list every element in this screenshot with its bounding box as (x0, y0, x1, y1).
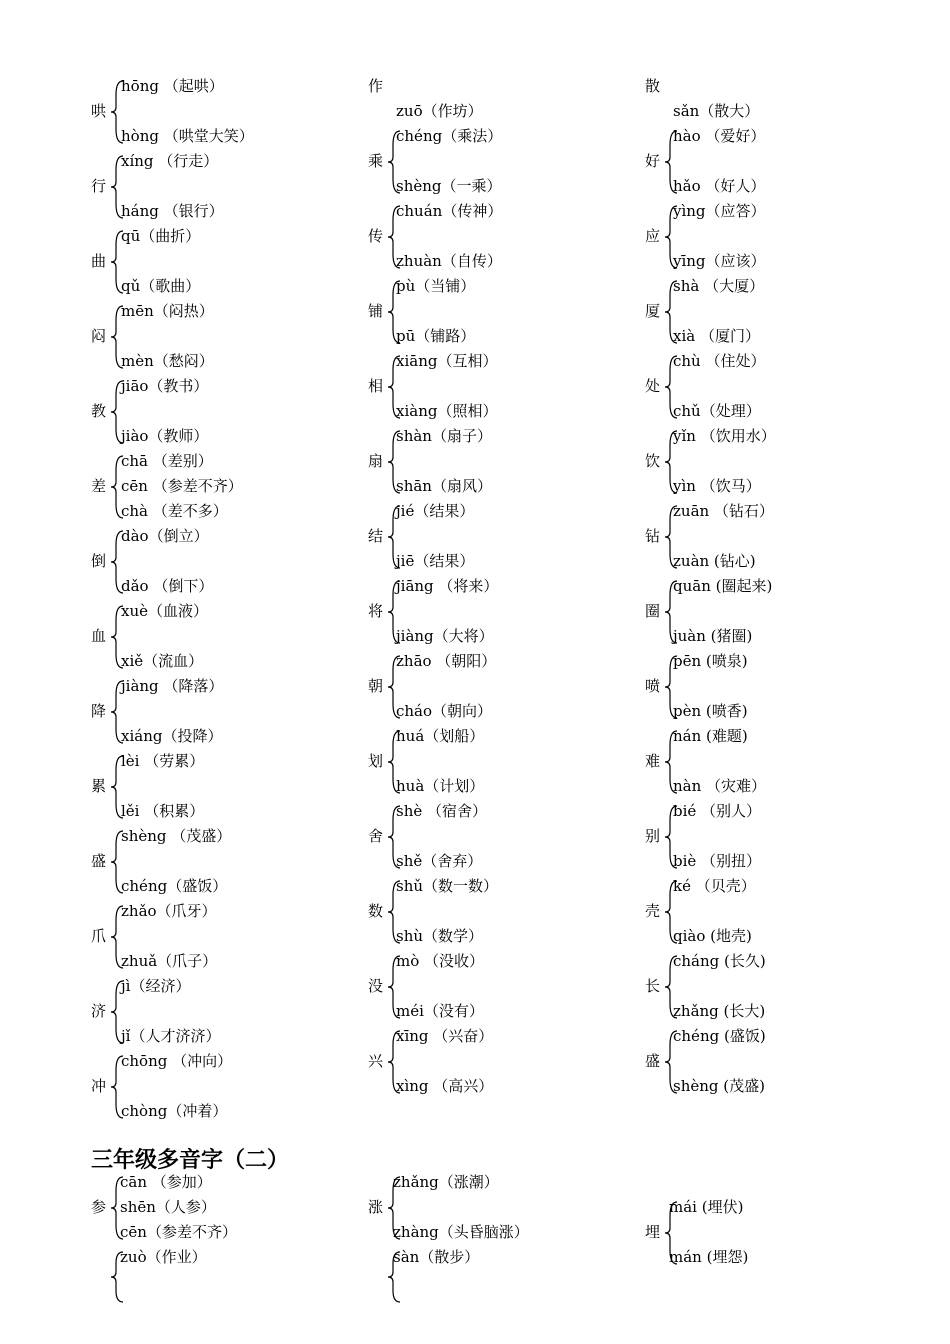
brace-icon (388, 356, 402, 418)
pinyin-reading: shàn（扇子） (396, 427, 492, 445)
brace-icon (665, 1031, 679, 1093)
pinyin-reading: yìn （饮马） (673, 477, 761, 495)
pinyin-reading: shǔ（数一数） (396, 877, 499, 895)
brace-icon (111, 306, 125, 368)
brace-icon (665, 656, 679, 718)
pinyin-reading: xíng （行走） (121, 152, 219, 170)
polyphone-char: 曲 (91, 252, 107, 270)
polyphone-char: 应 (645, 227, 661, 245)
pinyin-reading: xuè（血液） (121, 602, 208, 620)
polyphone-char: 降 (91, 702, 107, 720)
pinyin-reading: mái (埋伏) (669, 1198, 744, 1216)
polyphone-char: 行 (91, 177, 107, 195)
pinyin-reading: zuān （钻石） (673, 502, 774, 520)
pinyin-reading: xìng （高兴） (396, 1077, 494, 1095)
brace-icon (111, 1056, 125, 1118)
brace-icon (665, 356, 679, 418)
pinyin-reading: yīng（应该） (673, 252, 766, 270)
brace-icon (665, 581, 679, 643)
pinyin-reading: méi（没有） (396, 1002, 484, 1020)
pinyin-reading: shān（扇风） (396, 477, 492, 495)
pinyin-reading: shù（数学） (396, 927, 484, 945)
brace-icon (388, 206, 402, 268)
pinyin-reading: jǐ（人才济济） (121, 1027, 221, 1045)
brace-icon (388, 956, 402, 1018)
pinyin-reading: pèn (喷香) (673, 702, 748, 720)
polyphone-char: 扇 (368, 452, 384, 470)
pinyin-reading: shèng (茂盛) (673, 1077, 765, 1095)
pinyin-reading: hòng （哄堂大笑） (121, 127, 254, 145)
pinyin-reading: lěi （积累） (121, 802, 205, 820)
pinyin-reading: quān (圈起来) (673, 577, 773, 595)
pinyin-reading: chù （住处） (673, 352, 766, 370)
pinyin-reading: lèi （劳累） (121, 752, 205, 770)
polyphone-char: 盛 (645, 1052, 661, 1070)
polyphone-char: 难 (645, 752, 661, 770)
brace-icon (111, 381, 125, 443)
polyphone-char: 埋 (645, 1223, 661, 1241)
pinyin-reading: chǔ（处理） (673, 402, 761, 420)
pinyin-reading: jiàng（大将） (396, 627, 494, 645)
pinyin-reading: jiē（结果） (396, 552, 475, 570)
pinyin-reading: dào（倒立） (121, 527, 209, 545)
brace-icon (388, 806, 402, 868)
brace-icon (111, 681, 125, 743)
polyphone-char: 饮 (645, 452, 661, 470)
brace-icon (388, 881, 402, 943)
brace-icon (665, 131, 679, 193)
polyphone-char: 相 (368, 377, 384, 395)
polyphone-char: 没 (368, 977, 384, 995)
brace-icon (111, 1252, 125, 1302)
section-title: 三年级多音字（二） (91, 1148, 290, 1173)
polyphone-char: 长 (645, 977, 661, 995)
brace-icon (388, 506, 402, 568)
polyphone-char: 哄 (91, 102, 107, 120)
pinyin-reading: jié（结果） (396, 502, 475, 520)
pinyin-reading: xiáng（投降） (121, 727, 223, 745)
polyphone-char: 乘 (368, 152, 384, 170)
pinyin-reading: zuò（作业） (120, 1248, 207, 1266)
pinyin-reading: chéng（盛饭） (121, 877, 228, 895)
brace-icon (665, 431, 679, 493)
pinyin-reading: dǎo （倒下） (121, 577, 214, 595)
polyphone-char: 划 (368, 752, 384, 770)
polyphone-char: 作 (368, 77, 384, 95)
pinyin-reading: chòng（冲着） (121, 1102, 228, 1120)
pinyin-reading: pù（当铺） (396, 277, 476, 295)
brace-icon (111, 981, 125, 1043)
polyphone-char: 处 (645, 377, 661, 395)
pinyin-reading: zuō（作坊） (396, 102, 483, 120)
pinyin-reading: cān （参加） (120, 1173, 212, 1191)
brace-icon (665, 956, 679, 1018)
pinyin-reading: chōng （冲向） (121, 1052, 233, 1070)
pinyin-reading: huá（划船） (396, 727, 485, 745)
pinyin-reading: biè （别扭） (673, 852, 762, 870)
polyphone-char: 参 (91, 1198, 107, 1216)
polyphone-char: 圈 (645, 602, 661, 620)
pinyin-reading: pū（铺路） (396, 327, 476, 345)
pinyin-reading: zhàng（头昏脑涨） (393, 1223, 529, 1241)
polyphone-char: 喷 (645, 677, 661, 695)
pinyin-reading: jiào（教师） (121, 427, 209, 445)
pinyin-reading: chuán（传神） (396, 202, 503, 220)
pinyin-reading: hǎo （好人） (673, 177, 766, 195)
pinyin-reading: zhǎng (长大) (673, 1002, 766, 1020)
pinyin-reading: sǎn（散大） (673, 102, 760, 120)
pinyin-reading: chā （差别） (121, 452, 213, 470)
pinyin-reading: mán (埋怨) (669, 1248, 749, 1266)
pinyin-reading: jiāng （将来） (396, 577, 499, 595)
pinyin-reading: shēn（人参） (120, 1198, 216, 1216)
polyphone-char: 将 (368, 602, 384, 620)
brace-icon (665, 1202, 679, 1264)
brace-icon (111, 1177, 125, 1239)
pinyin-reading: zhuǎ（爪子） (121, 952, 218, 970)
polyphone-char: 厦 (645, 302, 661, 320)
polyphone-char: 血 (91, 627, 107, 645)
pinyin-reading: xià （厦门） (673, 327, 760, 345)
pinyin-reading: pēn (喷泉) (673, 652, 748, 670)
brace-icon (111, 531, 125, 593)
polyphone-char: 盛 (91, 852, 107, 870)
pinyin-reading: qǔ（歌曲） (121, 277, 201, 295)
pinyin-reading: shà （大厦） (673, 277, 765, 295)
polyphone-char: 钻 (645, 527, 661, 545)
pinyin-reading: sàn（散步） (393, 1248, 480, 1266)
polyphone-char: 济 (91, 1002, 107, 1020)
pinyin-reading: xiàng（照相） (396, 402, 498, 420)
brace-icon (111, 756, 125, 818)
brace-icon (111, 456, 125, 518)
brace-icon (665, 881, 679, 943)
pinyin-reading: zhuàn（自传） (396, 252, 502, 270)
pinyin-reading: háng （银行） (121, 202, 224, 220)
pinyin-reading: nàn （灾难） (673, 777, 767, 795)
pinyin-reading: hào （爱好） (673, 127, 766, 145)
polyphone-char: 别 (645, 827, 661, 845)
pinyin-reading: jì（经济） (121, 977, 191, 995)
pinyin-reading: zhǎo（爪牙） (121, 902, 217, 920)
polyphone-char: 教 (91, 402, 107, 420)
pinyin-reading: chéng (盛饭) (673, 1027, 766, 1045)
pinyin-reading: yǐn （饮用水） (673, 427, 776, 445)
polyphone-char: 涨 (368, 1198, 384, 1216)
polyphone-char: 铺 (368, 302, 384, 320)
brace-icon (665, 206, 679, 268)
pinyin-reading: qū（曲折） (121, 227, 201, 245)
polyphone-char: 倒 (91, 552, 107, 570)
pinyin-reading: yìng（应答） (673, 202, 766, 220)
brace-icon (111, 156, 125, 218)
pinyin-reading: zhāo （朝阳） (396, 652, 497, 670)
pinyin-reading: mèn（愁闷） (121, 352, 214, 370)
pinyin-reading: hōng （起哄） (121, 77, 224, 95)
polyphone-char: 传 (368, 227, 384, 245)
pinyin-reading: shè （宿舍） (396, 802, 488, 820)
brace-icon (111, 831, 125, 893)
polyphone-char: 兴 (368, 1052, 384, 1070)
polyphone-char: 壳 (645, 902, 661, 920)
brace-icon (388, 1252, 402, 1302)
polyphone-char: 数 (368, 902, 384, 920)
pinyin-reading: cháo（朝向） (396, 702, 493, 720)
polyphone-char: 散 (645, 77, 661, 95)
brace-icon (665, 281, 679, 343)
pinyin-reading: mēn（闷热） (121, 302, 214, 320)
brace-icon (388, 281, 402, 343)
pinyin-reading: chà （差不多） (121, 502, 228, 520)
polyphone-char: 冲 (91, 1077, 107, 1095)
pinyin-reading: xiě（流血） (121, 652, 204, 670)
pinyin-reading: mò （没收） (396, 952, 485, 970)
brace-icon (388, 431, 402, 493)
pinyin-reading: cēn（参差不齐） (120, 1223, 237, 1241)
polyphone-char: 结 (368, 527, 384, 545)
pinyin-reading: jiāo（教书） (121, 377, 209, 395)
brace-icon (388, 656, 402, 718)
brace-icon (388, 1031, 402, 1093)
pinyin-reading: bié （别人） (673, 802, 762, 820)
brace-icon (388, 731, 402, 793)
brace-icon (388, 131, 402, 193)
pinyin-reading: xīng （兴奋） (396, 1027, 494, 1045)
brace-icon (111, 606, 125, 668)
pinyin-reading: chéng（乘法） (396, 127, 503, 145)
pinyin-reading: ké （贝壳） (673, 877, 756, 895)
pinyin-reading: huà（计划） (396, 777, 485, 795)
polyphone-char: 朝 (368, 677, 384, 695)
pinyin-reading: cēn （参差不齐） (121, 477, 243, 495)
pinyin-reading: shèng（一乘） (396, 177, 502, 195)
polyphone-char: 闷 (91, 327, 107, 345)
pinyin-reading: cháng (长久) (673, 952, 766, 970)
brace-icon (111, 231, 125, 293)
pinyin-reading: juàn (猪圈) (673, 627, 753, 645)
pinyin-reading: jiàng （降落） (121, 677, 224, 695)
brace-icon (388, 581, 402, 643)
pinyin-reading: shèng （茂盛） (121, 827, 232, 845)
pinyin-reading: xiāng（互相） (396, 352, 498, 370)
polyphone-char: 累 (91, 777, 107, 795)
pinyin-reading: zuàn (钻心) (673, 552, 756, 570)
polyphone-char: 爪 (91, 927, 107, 945)
brace-icon (665, 506, 679, 568)
polyphone-char: 差 (91, 477, 107, 495)
polyphone-char: 好 (645, 152, 661, 170)
pinyin-reading: zhǎng（涨潮） (393, 1173, 499, 1191)
pinyin-reading: qiào (地壳) (673, 927, 752, 945)
brace-icon (665, 731, 679, 793)
polyphone-char: 舍 (368, 827, 384, 845)
brace-icon (388, 1177, 402, 1239)
brace-icon (665, 806, 679, 868)
brace-icon (111, 81, 125, 143)
brace-icon (111, 906, 125, 968)
pinyin-reading: nán (难题) (673, 727, 748, 745)
pinyin-reading: shě（舍弃） (396, 852, 483, 870)
